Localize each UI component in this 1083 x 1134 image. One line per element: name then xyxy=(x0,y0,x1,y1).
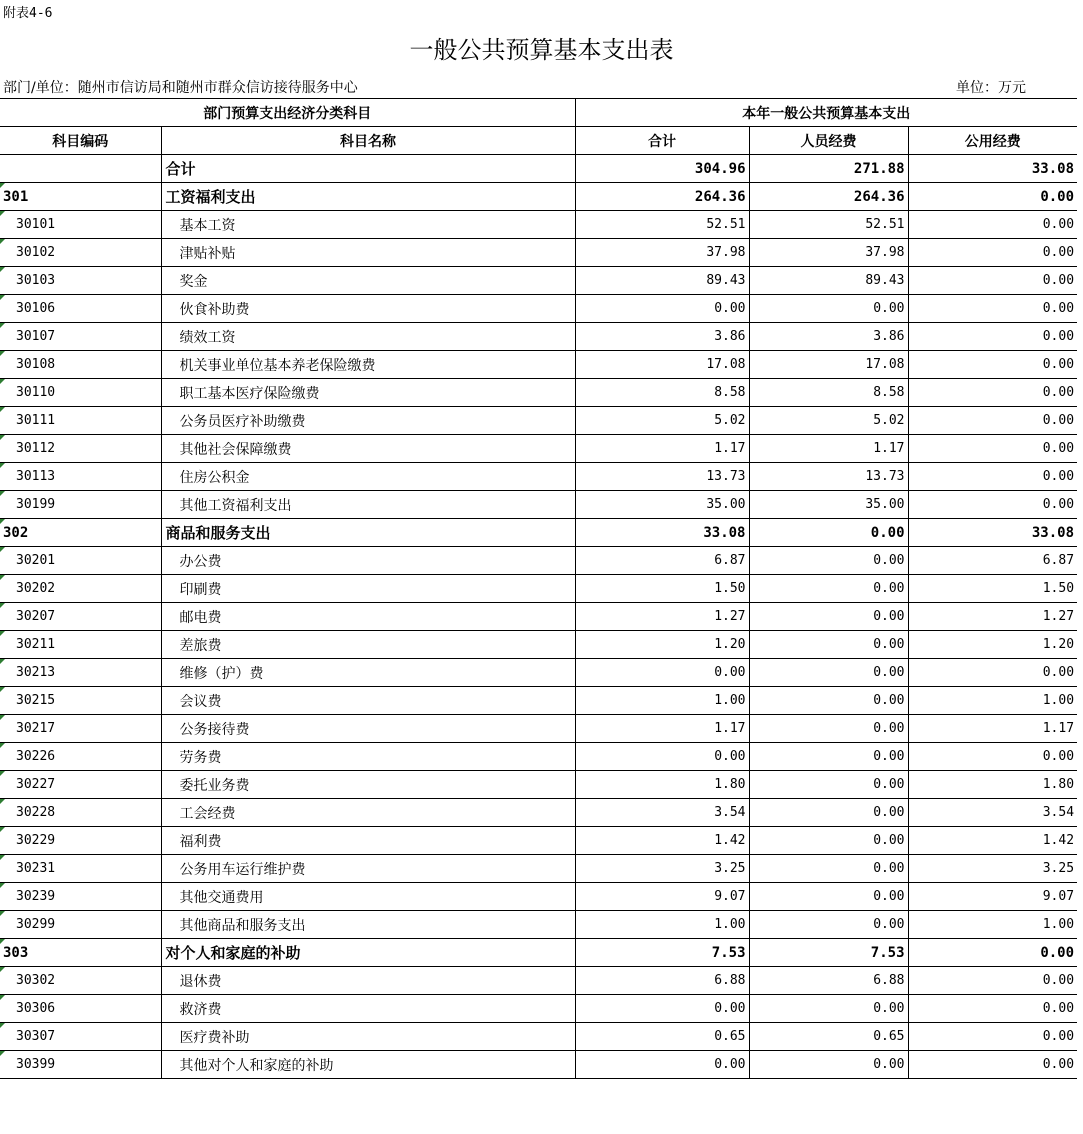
row-public: 0.00 xyxy=(908,967,1077,995)
table-row xyxy=(0,827,1077,855)
row-name: 公务用车运行维护费 xyxy=(161,855,575,883)
table-row xyxy=(0,1051,1077,1079)
row-personnel: 264.36 xyxy=(749,183,908,211)
row-total: 0.65 xyxy=(575,1023,749,1051)
row-code: 30399 xyxy=(0,1051,161,1079)
row-total: 33.08 xyxy=(575,519,749,547)
table-row xyxy=(0,211,1077,239)
table-row xyxy=(0,1023,1077,1051)
row-name: 对个人和家庭的补助 xyxy=(161,939,575,967)
row-name: 邮电费 xyxy=(161,603,575,631)
row-public: 0.00 xyxy=(908,939,1077,967)
row-total: 1.42 xyxy=(575,827,749,855)
table-row xyxy=(0,295,1077,323)
row-name: 合计 xyxy=(161,155,575,183)
row-total: 13.73 xyxy=(575,463,749,491)
row-personnel: 0.00 xyxy=(749,687,908,715)
row-total: 0.00 xyxy=(575,743,749,771)
row-public: 9.07 xyxy=(908,883,1077,911)
row-personnel: 0.00 xyxy=(749,575,908,603)
row-personnel: 0.00 xyxy=(749,519,908,547)
row-total: 37.98 xyxy=(575,239,749,267)
row-code: 30231 xyxy=(0,855,161,883)
row-total: 3.86 xyxy=(575,323,749,351)
table-body xyxy=(0,155,1077,1079)
row-total: 6.87 xyxy=(575,547,749,575)
table-row xyxy=(0,463,1077,491)
row-name: 办公费 xyxy=(161,547,575,575)
row-code: 30207 xyxy=(0,603,161,631)
table-row xyxy=(0,743,1077,771)
row-personnel: 0.65 xyxy=(749,1023,908,1051)
row-public: 1.27 xyxy=(908,603,1077,631)
row-public: 0.00 xyxy=(908,379,1077,407)
row-code: 30103 xyxy=(0,267,161,295)
row-code: 30239 xyxy=(0,883,161,911)
table-row xyxy=(0,799,1077,827)
row-total: 304.96 xyxy=(575,155,749,183)
row-personnel: 271.88 xyxy=(749,155,908,183)
row-total: 35.00 xyxy=(575,491,749,519)
row-code: 30113 xyxy=(0,463,161,491)
header-group-left: 部门预算支出经济分类科目 xyxy=(0,99,575,127)
row-name: 委托业务费 xyxy=(161,771,575,799)
row-public: 0.00 xyxy=(908,491,1077,519)
row-personnel: 0.00 xyxy=(749,799,908,827)
row-public: 3.25 xyxy=(908,855,1077,883)
row-name: 其他对个人和家庭的补助 xyxy=(161,1051,575,1079)
row-public: 0.00 xyxy=(908,995,1077,1023)
row-total: 89.43 xyxy=(575,267,749,295)
row-name: 伙食补助费 xyxy=(161,295,575,323)
row-personnel: 35.00 xyxy=(749,491,908,519)
row-total: 5.02 xyxy=(575,407,749,435)
row-public: 0.00 xyxy=(908,1023,1077,1051)
row-public: 0.00 xyxy=(908,659,1077,687)
row-total: 1.80 xyxy=(575,771,749,799)
row-public: 0.00 xyxy=(908,463,1077,491)
table-row xyxy=(0,519,1077,547)
row-name: 退休费 xyxy=(161,967,575,995)
row-public: 6.87 xyxy=(908,547,1077,575)
row-code: 30101 xyxy=(0,211,161,239)
table-row xyxy=(0,855,1077,883)
row-personnel: 89.43 xyxy=(749,267,908,295)
row-total: 1.00 xyxy=(575,911,749,939)
row-name: 会议费 xyxy=(161,687,575,715)
table-row xyxy=(0,239,1077,267)
table-row xyxy=(0,995,1077,1023)
table-row xyxy=(0,575,1077,603)
row-public: 0.00 xyxy=(908,1051,1077,1079)
row-code xyxy=(0,155,161,183)
header-row xyxy=(0,127,1077,155)
row-public: 0.00 xyxy=(908,323,1077,351)
row-personnel: 8.58 xyxy=(749,379,908,407)
row-personnel: 0.00 xyxy=(749,995,908,1023)
row-public: 1.50 xyxy=(908,575,1077,603)
row-name: 医疗费补助 xyxy=(161,1023,575,1051)
header-name: 科目名称 xyxy=(161,127,575,155)
table-row xyxy=(0,407,1077,435)
row-name: 维修（护）费 xyxy=(161,659,575,687)
table-row xyxy=(0,631,1077,659)
row-public: 0.00 xyxy=(908,211,1077,239)
table-row xyxy=(0,771,1077,799)
header-public: 公用经费 xyxy=(908,127,1077,155)
row-public: 1.42 xyxy=(908,827,1077,855)
row-total: 1.27 xyxy=(575,603,749,631)
row-personnel: 37.98 xyxy=(749,239,908,267)
row-code: 30211 xyxy=(0,631,161,659)
header-total: 合计 xyxy=(575,127,749,155)
row-personnel: 0.00 xyxy=(749,911,908,939)
table-row xyxy=(0,351,1077,379)
row-public: 1.80 xyxy=(908,771,1077,799)
row-total: 1.17 xyxy=(575,715,749,743)
row-name: 差旅费 xyxy=(161,631,575,659)
row-total: 8.58 xyxy=(575,379,749,407)
row-name: 工会经费 xyxy=(161,799,575,827)
table-row xyxy=(0,883,1077,911)
table-row xyxy=(0,911,1077,939)
table-row xyxy=(0,379,1077,407)
row-code: 30217 xyxy=(0,715,161,743)
row-personnel: 7.53 xyxy=(749,939,908,967)
row-personnel: 0.00 xyxy=(749,603,908,631)
row-personnel: 0.00 xyxy=(749,883,908,911)
row-personnel: 17.08 xyxy=(749,351,908,379)
table-row xyxy=(0,659,1077,687)
row-personnel: 5.02 xyxy=(749,407,908,435)
table-row xyxy=(0,547,1077,575)
row-code: 30228 xyxy=(0,799,161,827)
row-total: 9.07 xyxy=(575,883,749,911)
row-public: 0.00 xyxy=(908,435,1077,463)
row-code: 30201 xyxy=(0,547,161,575)
row-personnel: 0.00 xyxy=(749,743,908,771)
row-public: 0.00 xyxy=(908,351,1077,379)
row-name: 工资福利支出 xyxy=(161,183,575,211)
row-name: 公务接待费 xyxy=(161,715,575,743)
row-public: 1.17 xyxy=(908,715,1077,743)
row-code: 302 xyxy=(0,519,161,547)
row-public: 0.00 xyxy=(908,407,1077,435)
row-total: 1.50 xyxy=(575,575,749,603)
row-total: 17.08 xyxy=(575,351,749,379)
row-name: 奖金 xyxy=(161,267,575,295)
row-total: 0.00 xyxy=(575,295,749,323)
header-group-row xyxy=(0,99,1077,127)
row-name: 其他商品和服务支出 xyxy=(161,911,575,939)
row-code: 30108 xyxy=(0,351,161,379)
row-name: 救济费 xyxy=(161,995,575,1023)
row-code: 30112 xyxy=(0,435,161,463)
row-code: 30226 xyxy=(0,743,161,771)
header-personnel: 人员经费 xyxy=(749,127,908,155)
row-personnel: 13.73 xyxy=(749,463,908,491)
row-code: 30306 xyxy=(0,995,161,1023)
table-row xyxy=(0,603,1077,631)
row-code: 303 xyxy=(0,939,161,967)
row-personnel: 0.00 xyxy=(749,1051,908,1079)
row-total: 0.00 xyxy=(575,1051,749,1079)
table-row xyxy=(0,939,1077,967)
row-total: 0.00 xyxy=(575,659,749,687)
row-total: 1.17 xyxy=(575,435,749,463)
row-total: 0.00 xyxy=(575,995,749,1023)
row-name: 职工基本医疗保险缴费 xyxy=(161,379,575,407)
row-code: 30227 xyxy=(0,771,161,799)
row-code: 30229 xyxy=(0,827,161,855)
row-public: 0.00 xyxy=(908,295,1077,323)
row-code: 30202 xyxy=(0,575,161,603)
row-total: 52.51 xyxy=(575,211,749,239)
row-public: 33.08 xyxy=(908,155,1077,183)
row-code: 30213 xyxy=(0,659,161,687)
row-code: 30307 xyxy=(0,1023,161,1051)
row-personnel: 0.00 xyxy=(749,715,908,743)
row-total: 264.36 xyxy=(575,183,749,211)
unit-label: 单位：万元 xyxy=(956,80,1026,96)
row-public: 0.00 xyxy=(908,267,1077,295)
department-label: 部门/单位：随州市信访局和随州市群众信访接待服务中心 xyxy=(3,80,358,96)
row-public: 0.00 xyxy=(908,239,1077,267)
row-personnel: 0.00 xyxy=(749,659,908,687)
row-public: 33.08 xyxy=(908,519,1077,547)
row-code: 30102 xyxy=(0,239,161,267)
row-name: 商品和服务支出 xyxy=(161,519,575,547)
row-code: 30299 xyxy=(0,911,161,939)
row-public: 1.00 xyxy=(908,911,1077,939)
row-personnel: 3.86 xyxy=(749,323,908,351)
row-personnel: 1.17 xyxy=(749,435,908,463)
row-personnel: 0.00 xyxy=(749,827,908,855)
table-row xyxy=(0,323,1077,351)
row-name: 津贴补贴 xyxy=(161,239,575,267)
row-code: 30106 xyxy=(0,295,161,323)
row-code: 30107 xyxy=(0,323,161,351)
row-public: 0.00 xyxy=(908,743,1077,771)
row-public: 0.00 xyxy=(908,183,1077,211)
table-row xyxy=(0,155,1077,183)
header-code: 科目编码 xyxy=(0,127,161,155)
row-code: 30215 xyxy=(0,687,161,715)
header-group-right: 本年一般公共预算基本支出 xyxy=(575,99,1077,127)
row-code: 30302 xyxy=(0,967,161,995)
row-total: 1.00 xyxy=(575,687,749,715)
table-row xyxy=(0,435,1077,463)
budget-table xyxy=(0,98,1077,1079)
row-code: 30111 xyxy=(0,407,161,435)
row-name: 劳务费 xyxy=(161,743,575,771)
row-name: 其他社会保障缴费 xyxy=(161,435,575,463)
row-public: 1.20 xyxy=(908,631,1077,659)
row-name: 住房公积金 xyxy=(161,463,575,491)
row-personnel: 0.00 xyxy=(749,631,908,659)
row-name: 绩效工资 xyxy=(161,323,575,351)
table-row xyxy=(0,183,1077,211)
page-title: 一般公共预算基本支出表 xyxy=(409,36,674,64)
row-name: 其他交通费用 xyxy=(161,883,575,911)
row-name: 其他工资福利支出 xyxy=(161,491,575,519)
row-total: 3.25 xyxy=(575,855,749,883)
row-name: 公务员医疗补助缴费 xyxy=(161,407,575,435)
table-row xyxy=(0,967,1077,995)
table-row xyxy=(0,687,1077,715)
row-name: 印刷费 xyxy=(161,575,575,603)
row-public: 3.54 xyxy=(908,799,1077,827)
row-personnel: 0.00 xyxy=(749,547,908,575)
annex-label: 附表4-6 xyxy=(3,6,53,21)
row-personnel: 0.00 xyxy=(749,771,908,799)
row-code: 301 xyxy=(0,183,161,211)
table-row xyxy=(0,267,1077,295)
row-personnel: 0.00 xyxy=(749,295,908,323)
table-row xyxy=(0,491,1077,519)
row-total: 3.54 xyxy=(575,799,749,827)
table-row xyxy=(0,715,1077,743)
row-name: 机关事业单位基本养老保险缴费 xyxy=(161,351,575,379)
row-code: 30110 xyxy=(0,379,161,407)
row-personnel: 52.51 xyxy=(749,211,908,239)
row-code: 30199 xyxy=(0,491,161,519)
row-personnel: 0.00 xyxy=(749,855,908,883)
row-public: 1.00 xyxy=(908,687,1077,715)
row-personnel: 6.88 xyxy=(749,967,908,995)
row-total: 6.88 xyxy=(575,967,749,995)
row-name: 基本工资 xyxy=(161,211,575,239)
row-name: 福利费 xyxy=(161,827,575,855)
row-total: 7.53 xyxy=(575,939,749,967)
row-total: 1.20 xyxy=(575,631,749,659)
